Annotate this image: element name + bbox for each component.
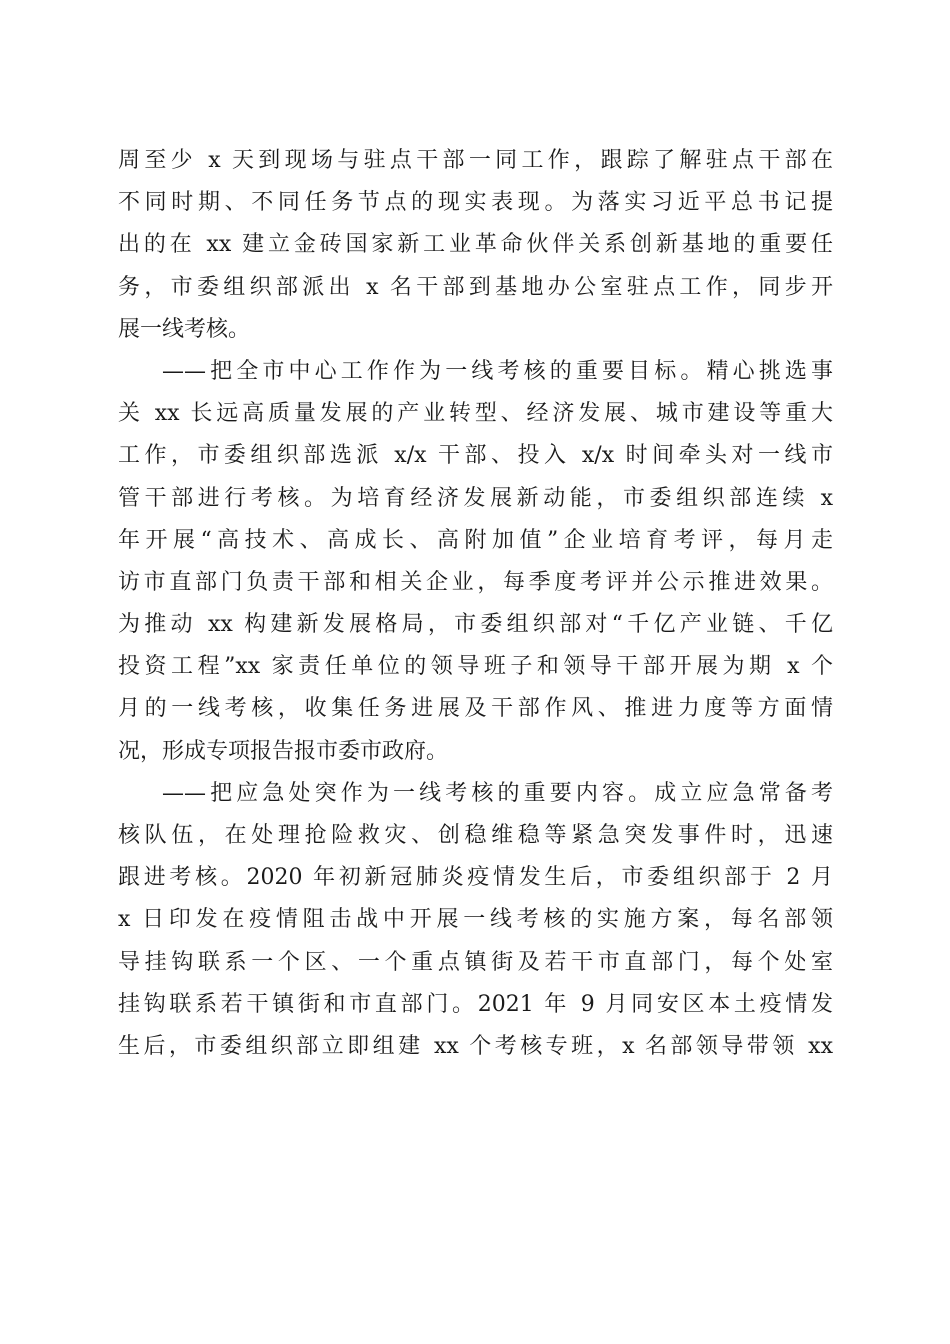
text-line: 关 xx 长远高质量发展的产业转型、经济发展、城市建设等重大 [118,401,833,427]
paragraph-start-line: ——把全市中心工作作为一线考核的重要目标。精心挑选事 [162,358,833,384]
text-line: 跟进考核。2020 年初新冠肺炎疫情发生后，市委组织部于 2 月 [118,865,833,891]
text-line: 挂钩联系若干镇街和市直部门。2021 年 9 月同安区本土疫情发 [118,991,833,1017]
text-line: 访市直部门负责干部和相关企业，每季度考评并公示推进效果。 [118,569,833,595]
text-line: 月的一线考核，收集任务进展及干部作风、推进力度等方面情 [118,696,833,722]
text-line: 管干部进行考核。为培育经济发展新动能，市委组织部连续 x [118,485,833,511]
text-line: 年开展“高技术、高成长、高附加值”企业培育考评，每月走 [118,527,833,553]
paragraph-start-line: ——把应急处突作为一线考核的重要内容。成立应急常备考 [162,780,833,806]
text-line: 生后，市委组织部立即组建 xx 个考核专班，x 名部领导带领 xx [118,1033,833,1059]
text-line: 况，形成专项报告报市委市政府。 [118,738,449,764]
body-text [118,140,833,1068]
text-line: 务，市委组织部派出 x 名干部到基地办公室驻点工作，同步开 [118,274,833,300]
text-line: 导挂钩联系一个区、一个重点镇街及若干市直部门，每个处室 [118,949,833,975]
text-line: 工作，市委组织部选派 x/x 干部、投入 x/x 时间牵头对一线市 [118,443,833,469]
text-line: 为推动 xx 构建新发展格局，市委组织部对“千亿产业链、千亿 [118,612,833,638]
text-line: 核队伍，在处理抢险救灾、创稳维稳等紧急突发事件时，迅速 [118,823,833,848]
text-line: 投资工程”xx 家责任单位的领导班子和领导干部开展为期 x 个 [118,654,833,680]
text-line: 出的在 xx 建立金砖国家新工业革命伙伴关系创新基地的重要任 [118,232,833,258]
text-line: 周至少 x 天到现场与驻点干部一同工作，跟踪了解驻点干部在 [118,148,833,173]
text-line: x 日印发在疫情阻击战中开展一线考核的实施方案，每名部领 [118,907,833,933]
text-line: 不同时期、不同任务节点的现实表现。为落实习近平总书记提 [118,190,833,216]
text-line: 展一线考核。 [118,316,251,342]
